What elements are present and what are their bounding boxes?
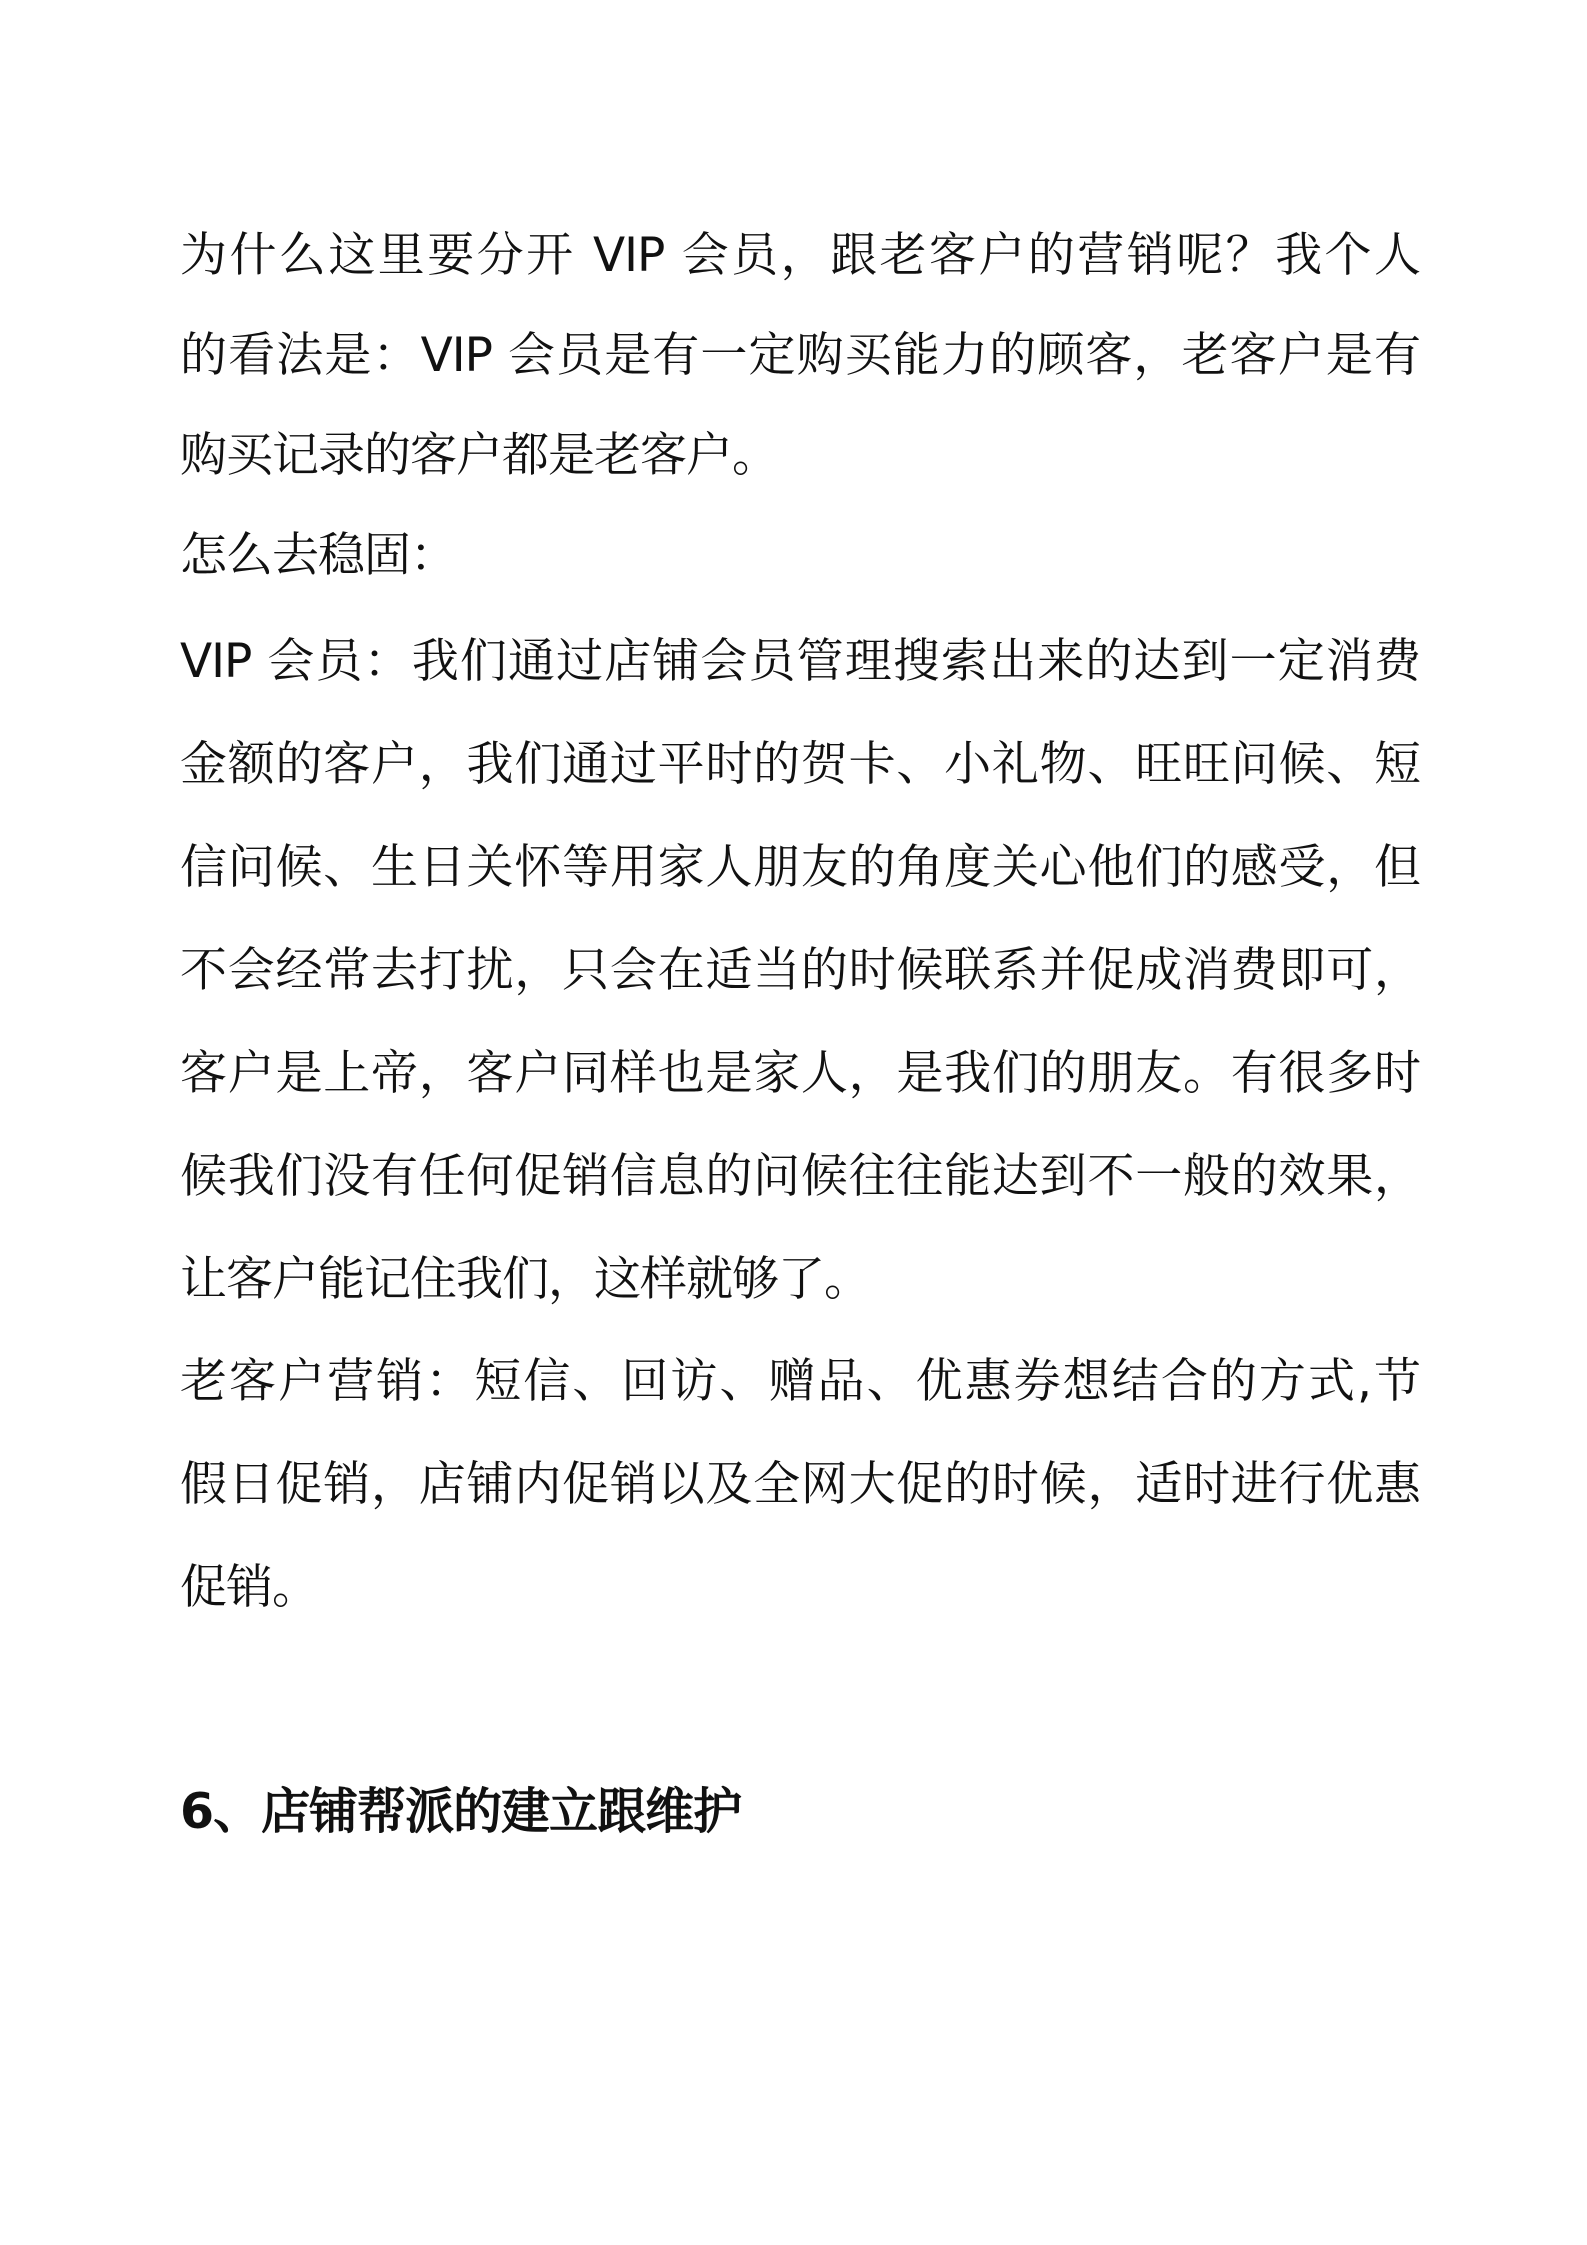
paragraph-vip-line-2: 金额的客户，我们通过平时的贺卡、小礼物、旺旺问候、短 <box>180 737 1420 792</box>
paragraph-old-customer-line-3: 促销。 <box>180 1560 318 1615</box>
paragraph-vip-line-7: 让客户能记住我们，这样就够了。 <box>180 1252 870 1307</box>
paragraph-why-separate-line-2: 的看法是：VIP 会员是有一定购买能力的顾客，老客户是有 <box>180 328 1420 383</box>
paragraph-old-customer-line-2: 假日促销，店铺内促销以及全网大促的时候，适时进行优惠 <box>180 1457 1420 1512</box>
paragraph-why-separate-line-1: 为什么这里要分开 VIP 会员，跟老客户的营销呢？我个人 <box>180 228 1420 283</box>
paragraph-old-customer-line-1: 老客户营销：短信、回访、赠品、优惠券想结合的方式,节 <box>180 1354 1420 1409</box>
paragraph-vip-line-6: 候我们没有任何促销信息的问候往往能达到不一般的效果， <box>180 1149 1420 1204</box>
paragraph-vip-line-1: VIP 会员：我们通过店铺会员管理搜索出来的达到一定消费 <box>180 634 1420 689</box>
paragraph-vip-line-4: 不会经常去打扰，只会在适当的时候联系并促成消费即可， <box>180 943 1420 998</box>
paragraph-how-to-stabilize: 怎么去稳固： <box>180 528 456 583</box>
paragraph-vip-line-5: 客户是上帝，客户同样也是家人，是我们的朋友。有很多时 <box>180 1046 1420 1101</box>
paragraph-vip-line-3: 信问候、生日关怀等用家人朋友的角度关心他们的感受，但 <box>180 840 1420 895</box>
paragraph-why-separate-line-3: 购买记录的客户都是老客户。 <box>180 428 778 483</box>
section-heading: 6、店铺帮派的建立跟维护 <box>180 1783 742 1840</box>
